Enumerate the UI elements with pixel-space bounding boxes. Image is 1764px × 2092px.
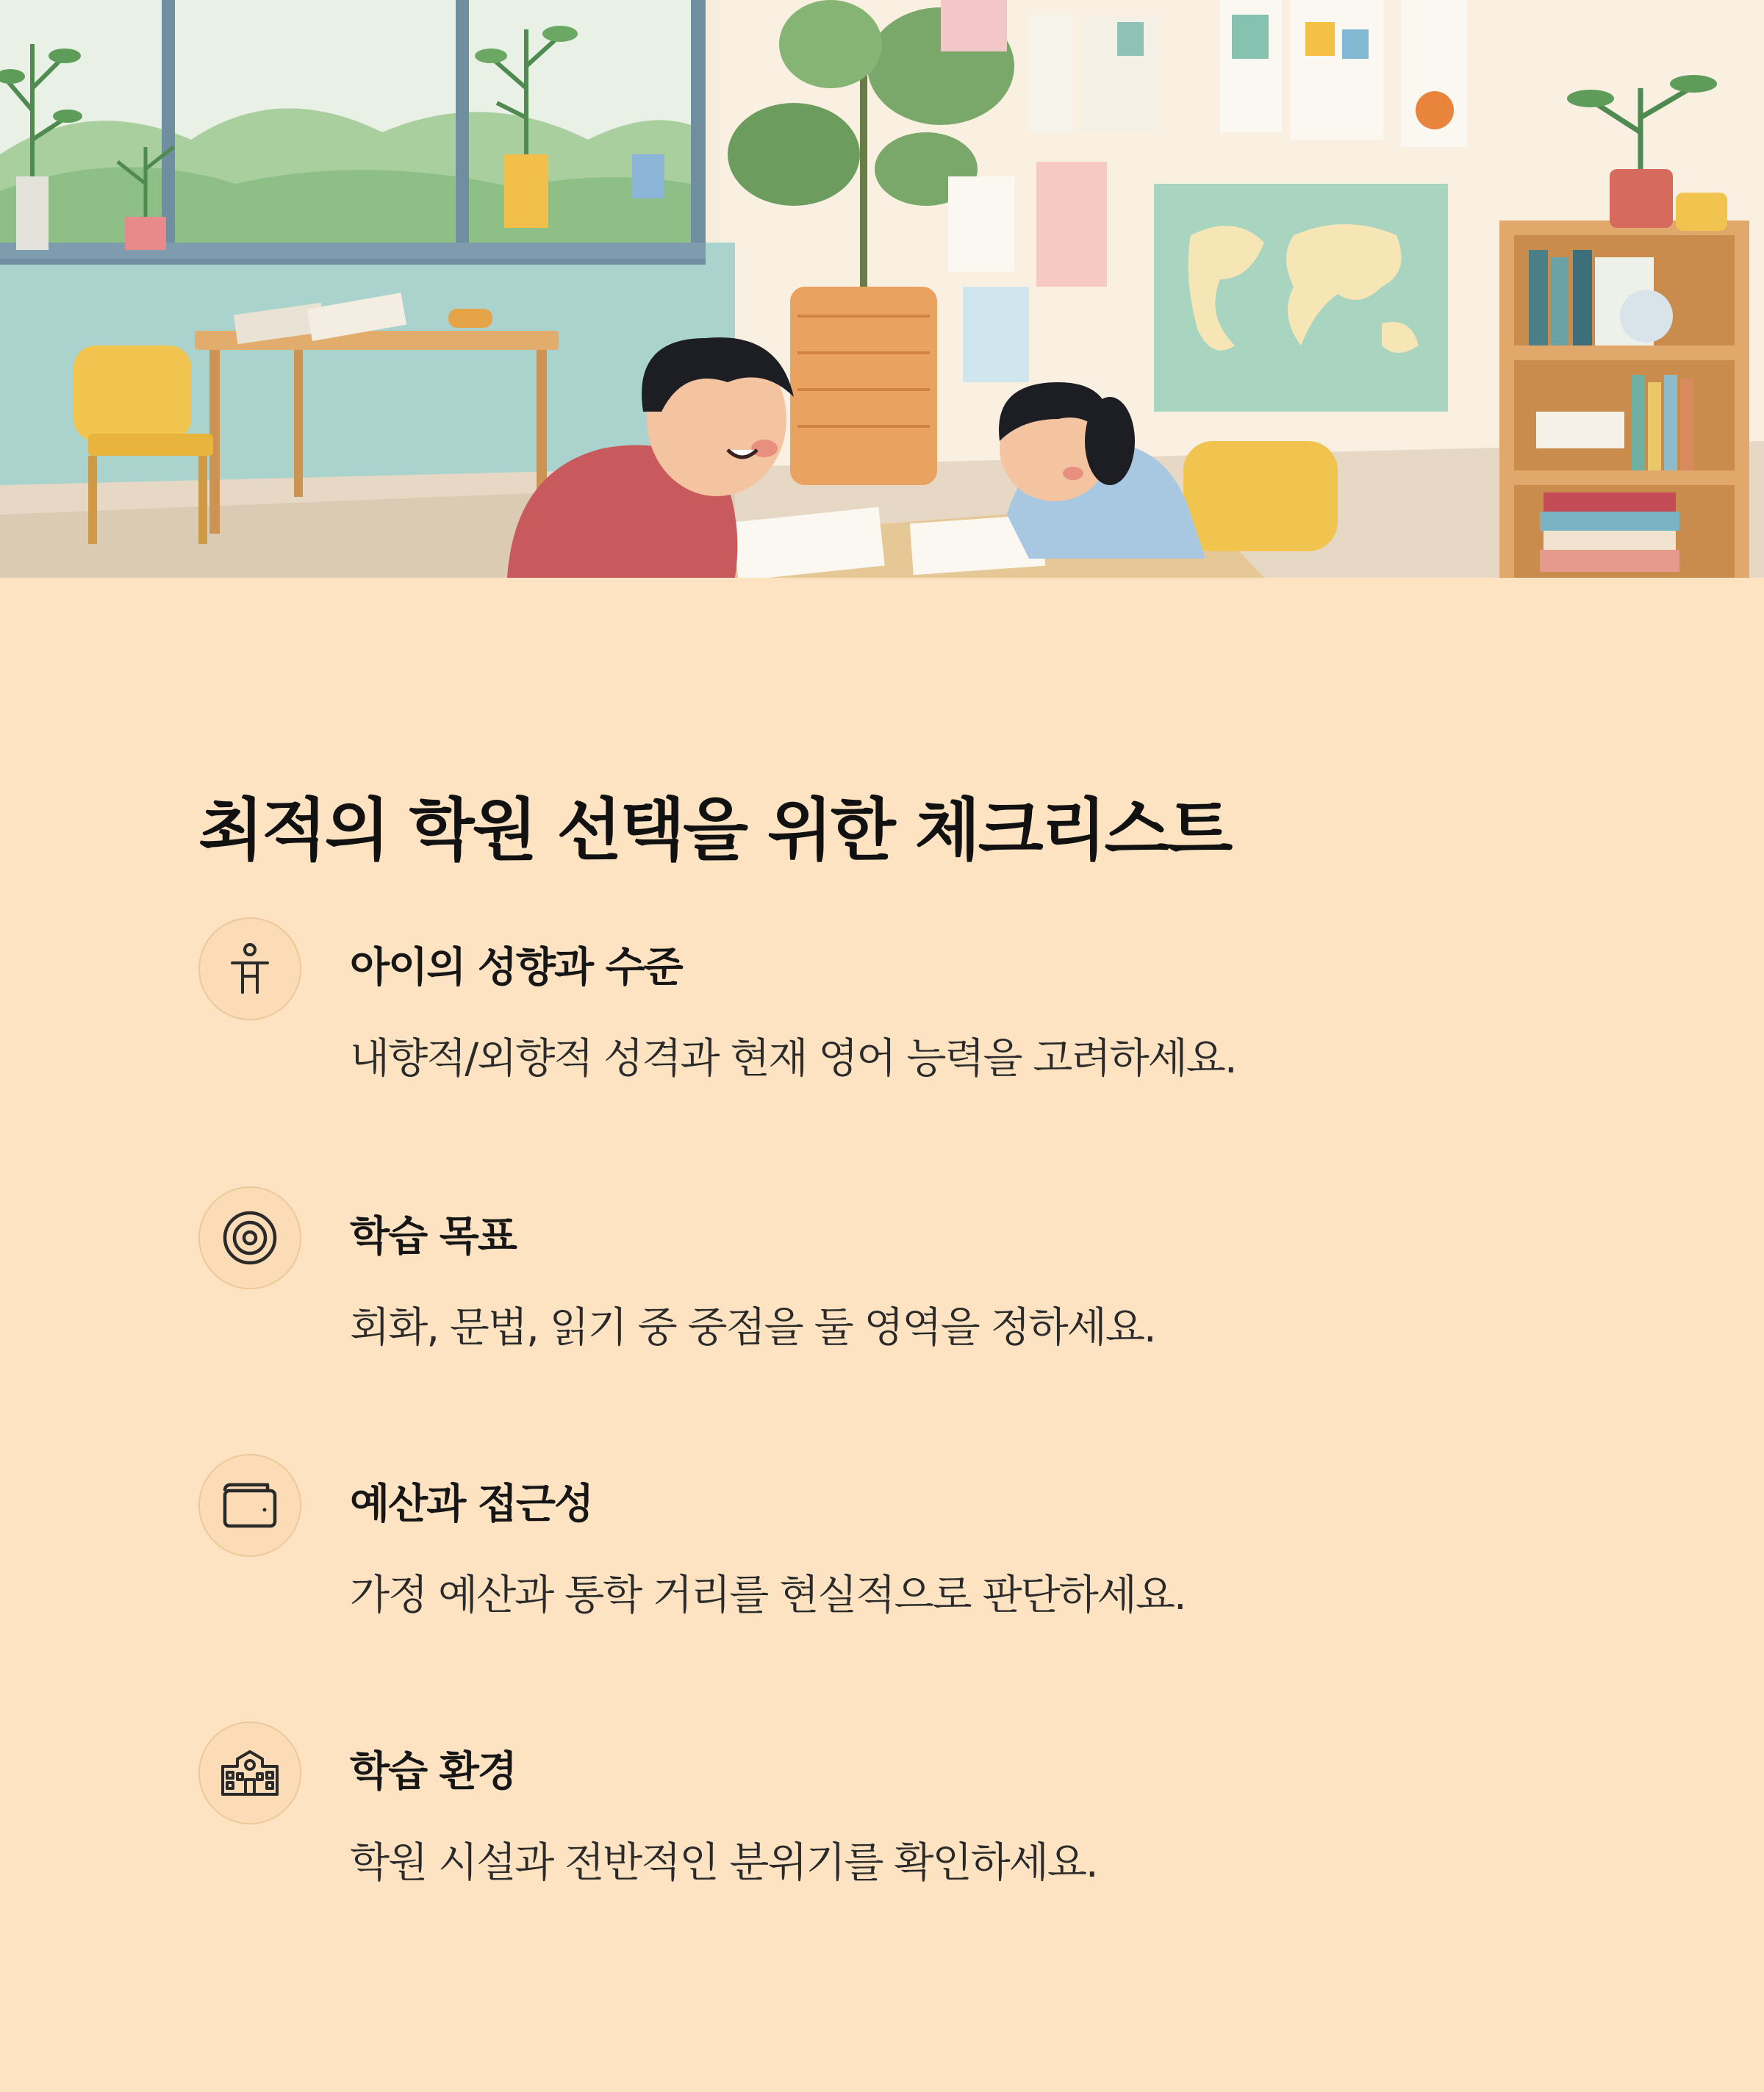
item-description: 가정 예산과 통학 거리를 현실적으로 판단하세요. xyxy=(350,1572,1186,1619)
item-title: 학습 목표 xyxy=(350,1213,516,1261)
item-description: 회화, 문법, 읽기 중 중점을 둘 영역을 정하세요. xyxy=(350,1304,1155,1352)
hero-illustration xyxy=(0,0,1764,578)
item-description: 내향적/외향적 성격과 현재 영어 능력을 고려하세요. xyxy=(350,1035,1236,1083)
item-title: 예산과 접근성 xyxy=(350,1480,593,1528)
item-description: 학원 시설과 전반적인 분위기를 확인하세요. xyxy=(350,1839,1097,1887)
checklist-item-budget-access xyxy=(198,1454,1595,1674)
wallet-icon xyxy=(198,1454,301,1557)
school-building-icon xyxy=(198,1722,301,1824)
checklist-item-learning-environment xyxy=(198,1722,1595,1942)
child-person-icon xyxy=(198,917,301,1020)
item-title: 학습 환경 xyxy=(350,1748,516,1796)
item-title: 아이의 성향과 수준 xyxy=(350,944,682,992)
page-title: 최적의 학원 선택을 위한 체크리스트 xyxy=(198,791,1231,870)
checklist-section xyxy=(0,578,1764,2092)
checklist-item-learning-goal xyxy=(198,1186,1595,1407)
target-icon xyxy=(198,1186,301,1289)
checklist-item-child-level xyxy=(198,917,1595,1138)
